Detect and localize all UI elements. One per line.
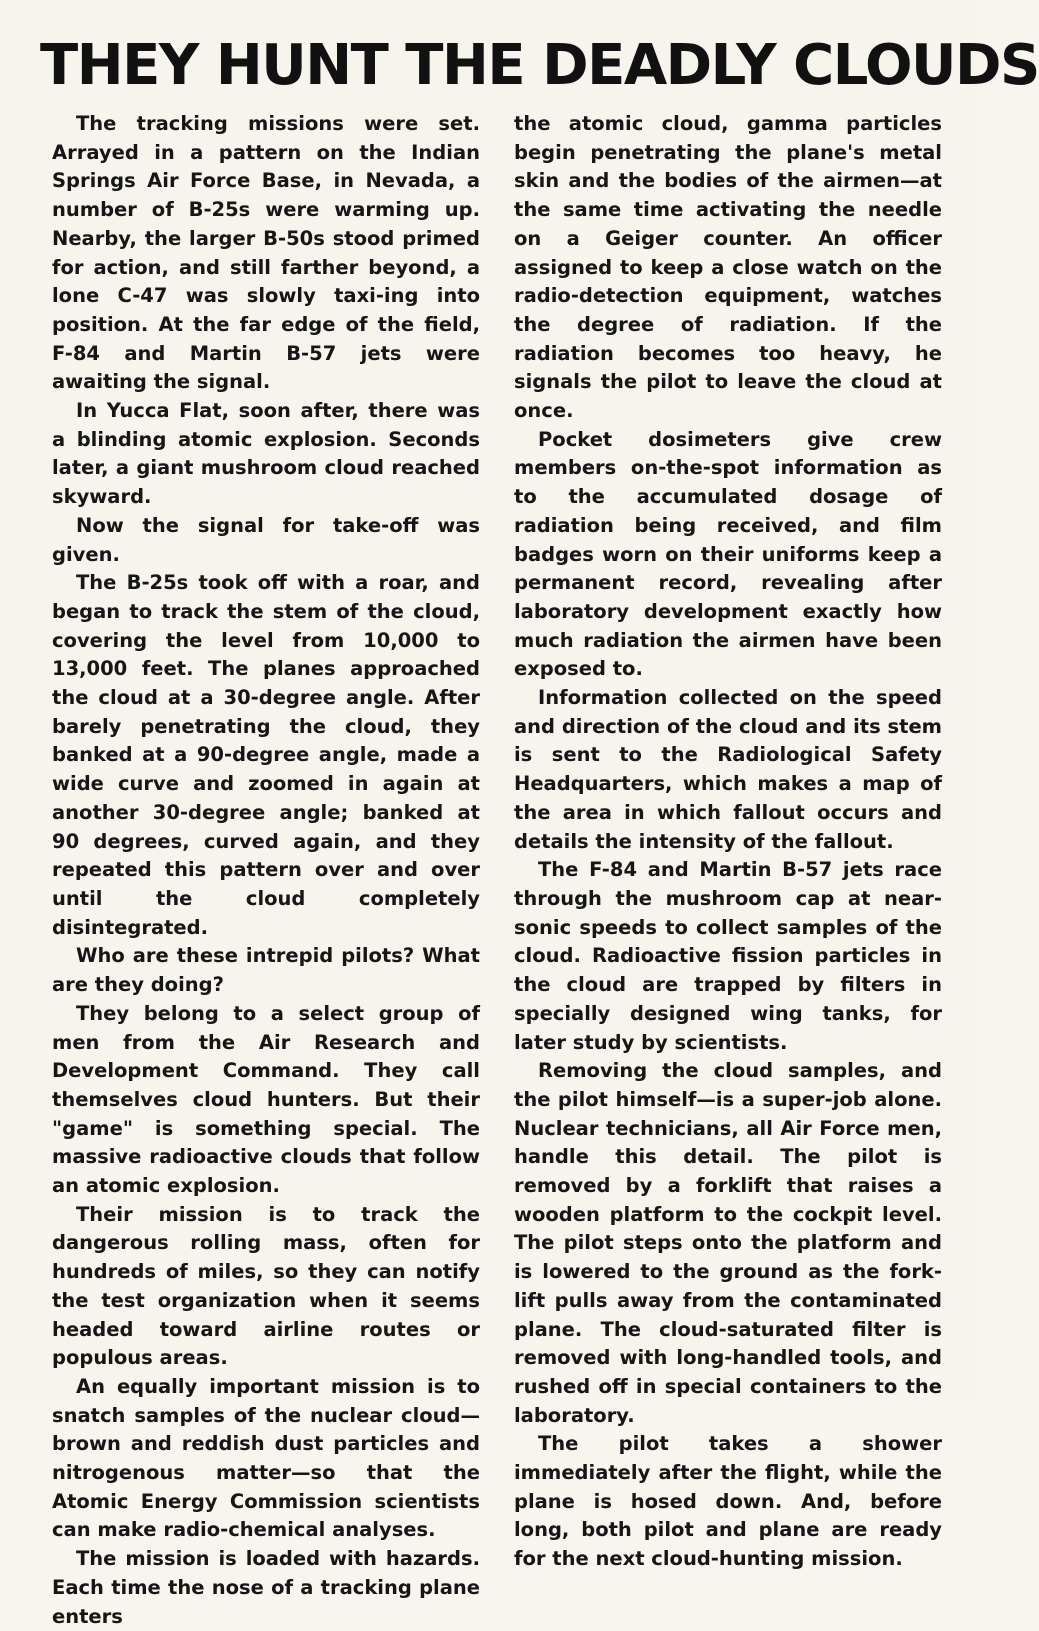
paragraph: Who are these intrepid pilots? What are they doing? bbox=[52, 944, 480, 997]
paragraph: Now the signal for take-off was given. bbox=[52, 513, 480, 566]
paragraph: The F-84 and Martin B-57 jets race through the mushroom cap at near-sonic speeds to collect samples of the cloud. Radioactive fission particles in the cloud are trapped by filters in specially designed wing tanks, for later study by scientists. bbox=[514, 858, 942, 1054]
paragraph: The mission is loaded with hazards. Each time the nose of a tracking plane enters bbox=[52, 1547, 480, 1628]
paragraph: They belong to a select group of men from the Air Research and Development Command. They call themselves cloud hunters. But their "game" is something special. The massive radioactive clouds that follow an atomic explosion. bbox=[52, 1001, 480, 1198]
right-column bbox=[514, 110, 942, 1574]
paragraph: Pocket dosimeters give crew members on-the-spot information as to the accumulated dosage of radiation being received, and film badges worn on their uniforms keep a permanent record, revealing after laboratory development exactly how much radiation the airmen have been exposed to. bbox=[514, 427, 942, 681]
paragraph: The B-25s took off with a roar, and began to track the stem of the cloud, covering the level from 10,000 to 13,000 feet. The planes approached the cloud at a 30-degree angle. After barely penetrating the cloud, they banked at a 90-degree angle, made a wide curve and zoomed in again at another 30-degree angle; banked at 90 degrees, curved again, and they repeated this pattern over and over until the cloud completely disintegrated. bbox=[52, 571, 480, 939]
paragraph: Information collected on the speed and direction of the cloud and its stem is sent to the Radiological Safety Headquarters, which makes a map of the area in which fallout occurs and details the intensity of the fallout. bbox=[514, 686, 942, 853]
paragraph: Their mission is to track the dangerous rolling mass, often for hundreds of miles, so they can notify the test organization when it seems headed toward airline routes or populous areas. bbox=[52, 1202, 480, 1370]
paragraph: Removing the cloud samples, and the pilot himself—is a super-job alone. Nuclear technicians, all Air Force men, handle this detail. The pilot is removed by a forklift that raises a wooden platform to the cockpit level. The pilot steps onto the platform and is lowered to the ground as the forklift pulls away from the contaminated plane. The cloud-saturated filter is removed with long-handled tools, and rushed off in special containers to the laboratory. bbox=[514, 1059, 942, 1427]
paragraph: In Yucca Flat, soon after, there was a blinding atomic explosion. Seconds later, a giant mushroom cloud reached skyward. bbox=[52, 399, 480, 509]
paragraph: An equally important mission is to snatch samples of the nuclear cloud—brown and reddish dust particles and nitrogenous matter—so that the Atomic Energy Commission scientists can make radio-chemical analyses. bbox=[52, 1374, 480, 1542]
paragraph: The pilot takes a shower immediately after the flight, while the plane is hosed down. And, before long, both pilot and plane are ready for the next cloud-hunting mission. bbox=[514, 1432, 942, 1571]
paragraph-continued: the atomic cloud, gamma particles begin penetrating the plane's metal skin and the bodies of the airmen—at the same time activating the needle on a Geiger counter. An officer assigned to keep a close watch on the radio-detection equipment, watches the degree of radiation. If the radiation becomes too heavy, he signals the pilot to leave the cloud at once. bbox=[514, 112, 942, 423]
article-title: THEY HUNT THE DEADLY CLOUDS bbox=[40, 33, 1039, 98]
left-column bbox=[52, 110, 480, 1631]
paragraph: The tracking missions were set. Arrayed in a pattern on the Indian Springs Air Force Base, in Nevada, a number of B-25s were warming up. Nearby, the larger B-50s stood primed for action, and still farther beyond, a lone C-47 was slowly taxi-ing into position. At the far edge of the field, F-84 and Martin B-57 jets were awaiting the signal. bbox=[52, 112, 480, 394]
